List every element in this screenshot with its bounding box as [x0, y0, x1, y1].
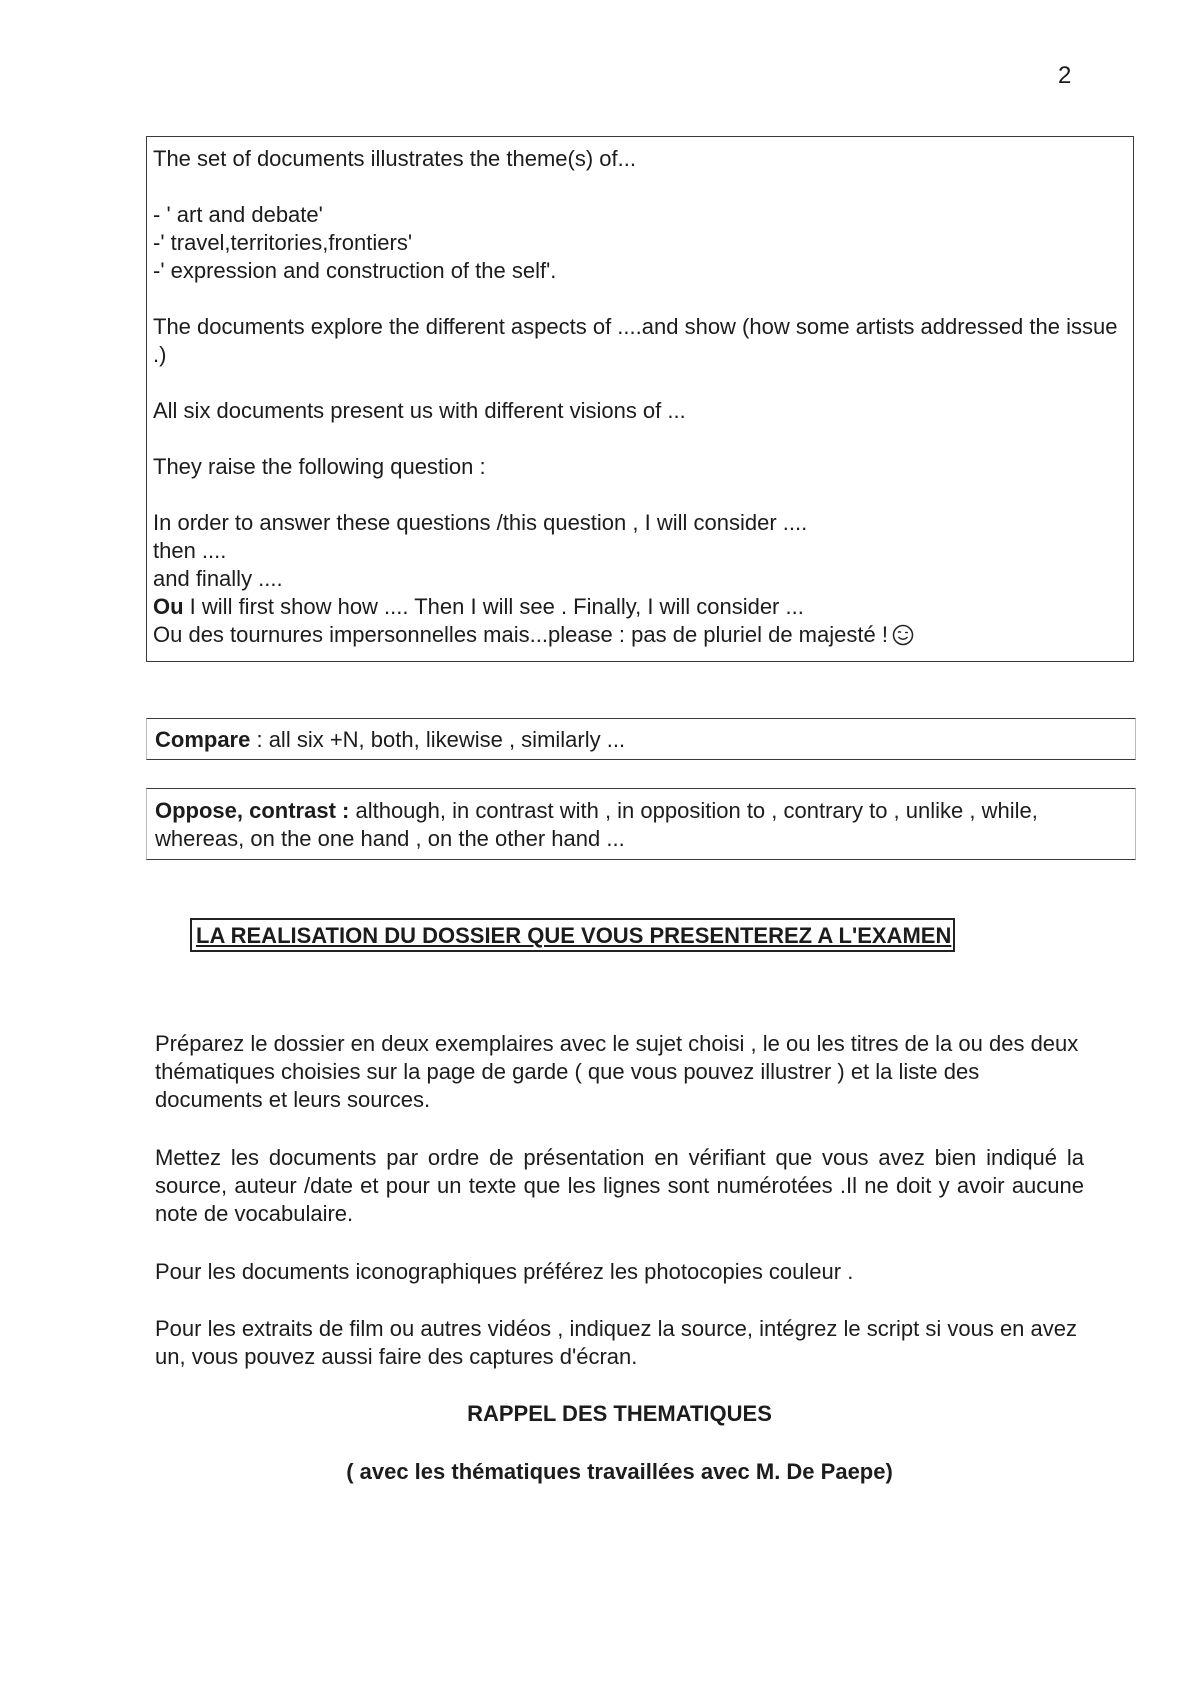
- themes-intro: The set of documents illustrates the theme(s) of...: [153, 146, 636, 171]
- compare-text: : all six +N, both, likewise , similarly ...: [250, 727, 626, 752]
- themes-box: [146, 136, 1134, 662]
- rappel-title: RAPPEL DES THEMATIQUES: [467, 1401, 772, 1426]
- winking-smiley-icon: [892, 624, 914, 646]
- alt-plan-line: [153, 593, 1127, 621]
- theme-item: - ' art and debate': [153, 202, 323, 227]
- plan-line: then ....: [153, 538, 227, 563]
- explore-sentence: The documents explore the different aspects of ....and show (how some artists addressed the issue .): [153, 314, 1118, 367]
- theme-item: -' expression and construction of the self'.: [153, 258, 557, 283]
- paragraph-dossier: Préparez le dossier en deux exemplaires avec le sujet choisi , le ou les titres de la ou des deux thématiques choisies sur la page de garde ( que vous pouvez illustrer ) et la liste des documents et leurs sources.: [155, 1031, 1079, 1112]
- visions-sentence: All six documents present us with different visions of ...: [153, 398, 686, 423]
- alt-plan-prefix: Ou: [153, 594, 184, 619]
- theme-item: -' travel,territories,frontiers': [153, 230, 413, 255]
- paragraph-iconographiques: Pour les documents iconographiques préférez les photocopies couleur .: [155, 1259, 854, 1284]
- plan-line: In order to answer these questions /this question , I will consider ....: [153, 510, 808, 535]
- impersonal-text: Ou des tournures impersonnelles mais...please : pas de pluriel de majesté !: [153, 622, 888, 647]
- oppose-box: [146, 788, 1136, 860]
- oppose-text: although, in contrast with , in opposition to , contrary to , unlike , while, whereas, on the one hand , on the other hand ...: [155, 798, 1038, 851]
- impersonal-line: [153, 621, 1127, 649]
- paragraph-documents: Mettez les documents par ordre de présentation en vérifiant que vous avez bien indiqué la source, auteur /date et pour un texte que les lignes sont numérotées .Il ne doit y avoir aucune note de vocabulaire.: [155, 1145, 1084, 1226]
- question-sentence: They raise the following question :: [153, 454, 486, 479]
- compare-label: Compare: [155, 727, 251, 752]
- section-title: LA REALISATION DU DOSSIER QUE VOUS PRESENTEREZ A L'EXAMEN: [190, 918, 955, 952]
- paragraph-videos: Pour les extraits de film ou autres vidéos , indiquez la source, intégrez le script si vous en avez un, vous pouvez aussi faire des captures d'écran.: [155, 1316, 1078, 1369]
- oppose-label: Oppose, contrast :: [155, 798, 350, 823]
- alt-plan-text: I will first show how .... Then I will see . Finally, I will consider ...: [183, 594, 804, 619]
- rappel-subtitle: ( avec les thématiques travaillées avec M. De Paepe): [346, 1459, 893, 1484]
- compare-box: [146, 718, 1136, 760]
- plan-line: and finally ....: [153, 566, 283, 591]
- page-number: 2: [1058, 62, 1072, 89]
